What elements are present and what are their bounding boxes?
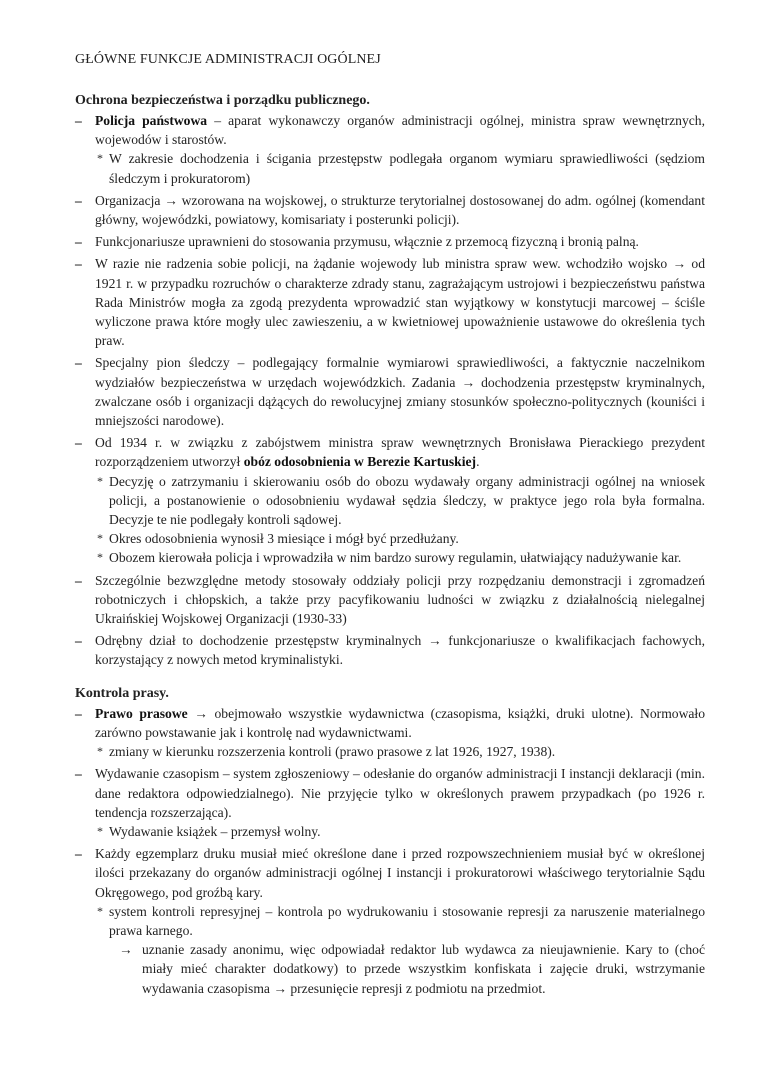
- list-item-text: [95, 433, 705, 471]
- star-bullet-icon: *: [97, 531, 103, 546]
- bold-term: obóz odosobnienia w Berezie Kartuskiej: [243, 454, 477, 470]
- dash-bullet-icon: –: [75, 234, 82, 250]
- sub-item-text: W zakresie dochodzenia i ścigania przestępstw podlegała organom wymiaru sprawiedliwości (sędziom śledczym i prokuratorom): [109, 151, 705, 186]
- list-item-text: [95, 844, 705, 902]
- text-segment: Odrębny dział to dochodzenie przestępstw kryminalnych → funkcjonariusze o kwalifikacjach fachowych, korzystający z nowych metod kryminalistyki.: [95, 633, 705, 668]
- sub-item-text: Okres odosobnienia wynosił 3 miesiące i mógł być przedłużany.: [109, 531, 459, 547]
- text-segment: Specjalny pion śledczy – podlegający formalnie wymiarowi sprawiedliwości, a faktycznie naczelnikom wydziałów bezpieczeństwa w urzędach wojewódzkich. Zadania → dochodzenia przestępstw kryminalnych, zwalczane osób i organizacji dążących do rewolucyjnej zmiany stosunków społeczno-politycznych (kouniści i mniejszości narodowe).: [95, 355, 705, 429]
- sub-item: [97, 472, 705, 530]
- list-item: [75, 232, 705, 251]
- bold-term: Policja państwowa: [95, 113, 208, 128]
- dash-bullet-icon: –: [75, 705, 82, 721]
- list-item: [75, 111, 705, 188]
- text-segment: → obejmowało wszystkie wydawnictwa (czasopisma, książki, druki ulotne). Normowało zarówno powstawanie jak i kontrolę nad wydawnictwami.: [95, 705, 705, 740]
- dash-bullet-icon: –: [75, 766, 82, 782]
- list-item-text: [95, 764, 705, 822]
- list-item: [75, 764, 705, 841]
- dash-bullet-icon: –: [75, 633, 82, 649]
- sub-item-text: zmiany w kierunku rozszerzenia kontroli (prawo prasowe z lat 1926, 1927, 1938).: [109, 744, 556, 760]
- dash-bullet-icon: –: [75, 192, 82, 208]
- document-body: [75, 91, 705, 998]
- sub-item: [97, 822, 705, 841]
- document-title: GŁÓWNE FUNKCJE ADMINISTRACJI OGÓLNEJ: [75, 52, 381, 67]
- sub-sub-item: [119, 940, 705, 998]
- text-segment: Wydawanie czasopism – system zgłoszeniowy – odesłanie do organów administracji I instancji deklaracji (min. dane redaktora odpowiedzialnego). Nie przyjęcie tylko w określonych prawem przypadkach (po 1926 r. tendencja rozszerzająca).: [95, 766, 705, 820]
- list-item-text: [95, 191, 705, 229]
- sub-item-text: Obozem kierowała policja i wprowadziła w nim bardzo surowy regulamin, ułatwiający nadużywanie kar.: [109, 550, 682, 566]
- list-item-text: [95, 254, 705, 350]
- sub-item: [97, 529, 705, 548]
- arrow-bullet-icon: →: [119, 942, 133, 958]
- sub-sub-item-text: uznanie zasady anonimu, więc odpowiadał redaktor lub wydawca za nieujawnienie. Kary to (choć miały mieć charakter dodatkowy) to przede wszystkim konfiskata i zajęcie druki, wstrzymanie wydawania czasopisma → przesunięcie represji z podmiotu na przedmiot.: [142, 942, 705, 996]
- section: [75, 91, 705, 670]
- sub-item: [97, 742, 705, 761]
- text-segment: Funkcjonariusze uprawnieni do stosowania przymusu, włącznie z przemocą fizyczną i bronią palną.: [95, 234, 639, 250]
- list-item-text: [95, 111, 705, 149]
- text-segment: Od 1934 r. w związku z zabójstwem ministra spraw wewnętrznych Bronisława Pierackiego prezydent rozporządzeniem utworzył: [95, 435, 705, 470]
- sub-item-text: Decyzję o zatrzymaniu i skierowaniu osób do obozu wydawały organy administracji ogólnej na wniosek policji, a postanowienie o odosobnieniu wydawał sędzia śledczy, w praktyce jego rola była formalna. Decyzje te nie podlegały kontroli sądowej.: [109, 473, 705, 528]
- section-heading: Ochrona bezpieczeństwa i porządku publicznego.: [75, 93, 370, 108]
- sub-item-text: system kontroli represyjnej – kontrola po wydrukowaniu i stosowanie represji za naruszenie materialnego prawa karnego.: [109, 903, 705, 938]
- text-segment: Każdy egzemplarz druku musiał mieć określone dane i przed rozpowszechnieniem musiał być w określonej ilości przekazany do organów administracji ogólnej I instancji i prokuratorowi właściwego terytorialnie Sądu Okręgowego, pod groźbą kary.: [95, 846, 705, 900]
- star-bullet-icon: *: [97, 744, 103, 759]
- star-bullet-icon: *: [97, 903, 103, 918]
- sub-item-text: Wydawanie książek – przemysł wolny.: [109, 823, 321, 839]
- list-item: [75, 191, 705, 229]
- text-segment: .: [476, 454, 480, 470]
- star-bullet-icon: *: [97, 550, 103, 565]
- text-segment: Szczególnie bezwzględne metody stosowały oddziały policji przy rozpędzaniu demonstracji i zgromadzeń robotniczych i chłopskich, a także przy pacyfikowaniu ludności w związku z działalnością nielegalnej Ukraińskiej Wojskowej Organizacji (1930-33): [95, 572, 705, 627]
- list-item-text: [95, 631, 705, 669]
- star-bullet-icon: *: [97, 473, 103, 488]
- list-item-text: [95, 704, 705, 742]
- dash-bullet-icon: –: [75, 572, 82, 588]
- dash-bullet-icon: –: [75, 846, 82, 862]
- section-heading: Kontrola prasy.: [75, 685, 169, 701]
- text-segment: W razie nie radzenia sobie policji, na żądanie wojewody lub ministra spraw wew. wchodziło wojsko → od 1921 r. w przypadku rozruchów o charakterze zdrady stanu, zagrażającym ustrojowi i bezpieczeństwu państwa Rada Ministrów mogła za zgodą prezydenta wprowadzić stan wyjątkowy w konstytucji marcowej – ściśle wyliczone prawa które mogły ulec zawieszeniu, a w kwietniowej upoważnienie ustawowe do określenia tych praw.: [95, 256, 705, 349]
- list-item: [75, 631, 705, 669]
- sub-item: [97, 548, 705, 567]
- sub-item: [97, 149, 705, 187]
- bold-term: Prawo prasowe: [95, 705, 188, 721]
- dash-bullet-icon: –: [75, 355, 82, 371]
- list-item: [75, 353, 705, 430]
- list-item: [75, 571, 705, 629]
- text-segment: Organizacja → wzorowana na wojskowej, o strukturze terytorialnej dostosowanej do adm. ogólnej (komendant główny, wojewódzki, powiatowy, komisariaty i posterunki policji).: [95, 192, 705, 228]
- list-item-text: [95, 353, 705, 430]
- dash-bullet-icon: –: [75, 113, 82, 128]
- list-item-text: [95, 232, 705, 251]
- list-item: [75, 254, 705, 350]
- list-item: [75, 704, 705, 762]
- star-bullet-icon: *: [97, 823, 103, 838]
- sub-item: [97, 902, 705, 998]
- list-item: [75, 433, 705, 567]
- list-item-text: [95, 571, 705, 629]
- dash-bullet-icon: –: [75, 256, 82, 272]
- list-item: [75, 844, 705, 998]
- section: [75, 684, 705, 998]
- star-bullet-icon: *: [97, 151, 103, 166]
- text-segment: – aparat wykonawczy organów administracji ogólnej, ministra spraw wewnętrznych, wojewodów i starostów.: [95, 113, 705, 148]
- dash-bullet-icon: –: [75, 435, 82, 451]
